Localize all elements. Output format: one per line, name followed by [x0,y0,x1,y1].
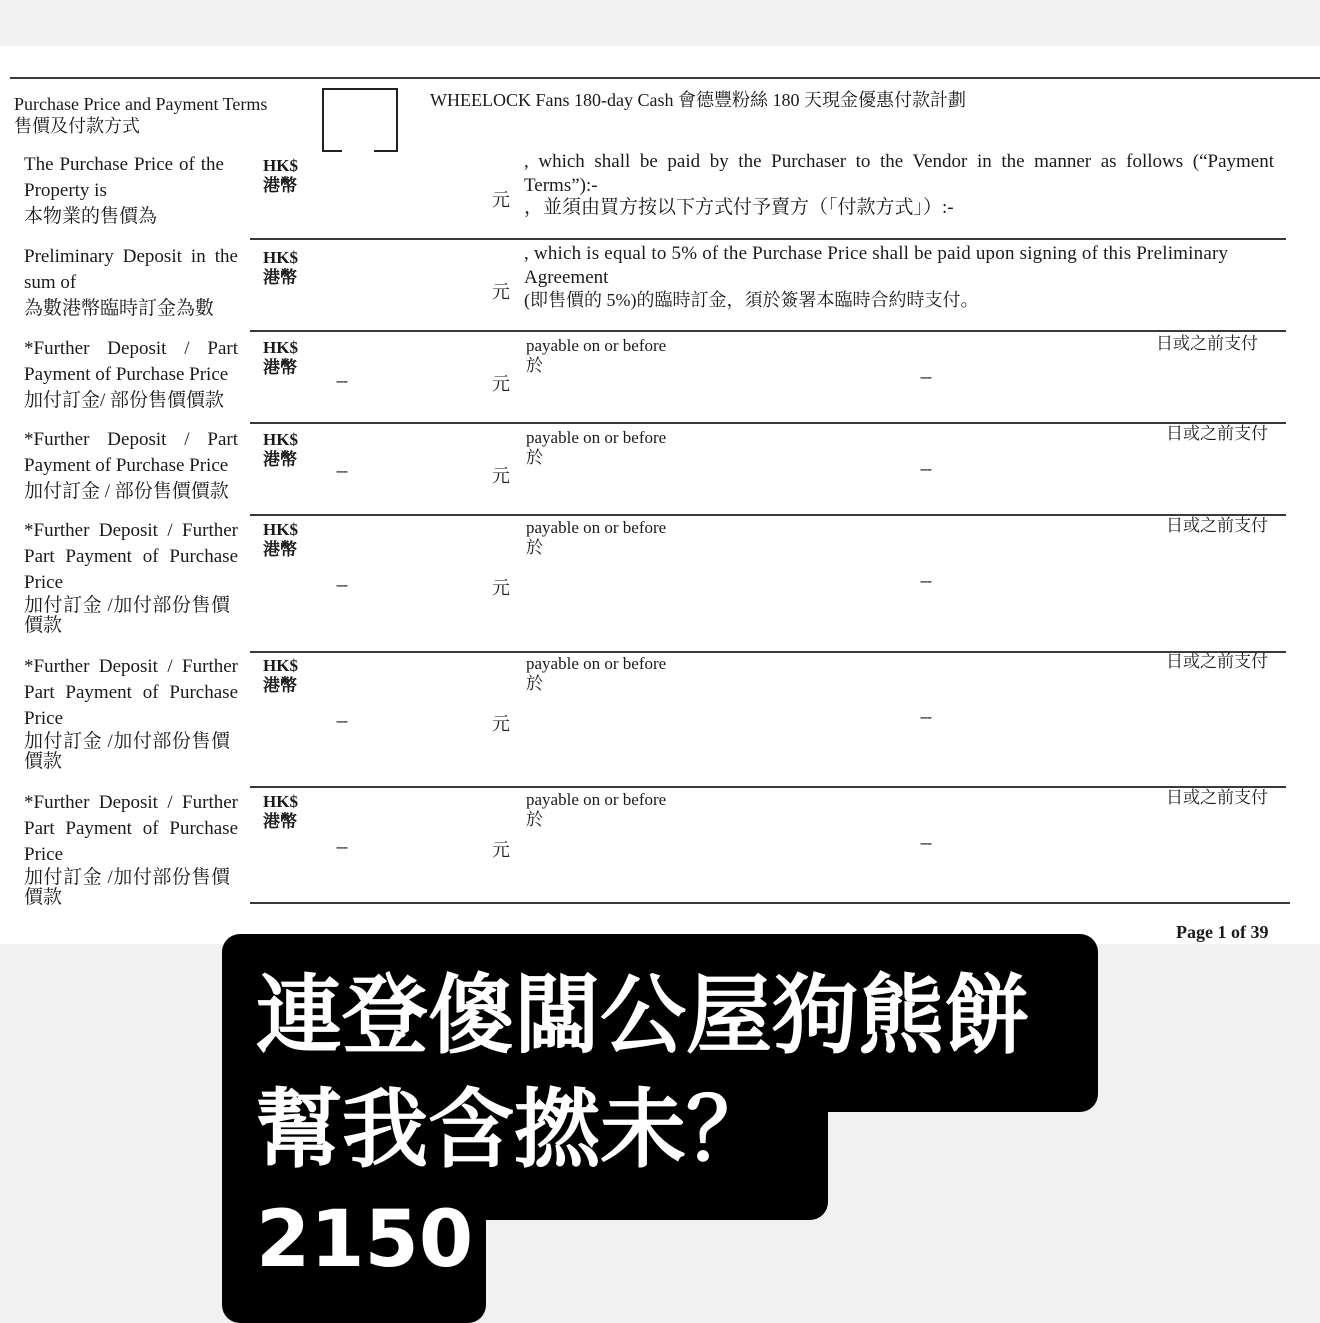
suffix-zh: 日或之前支付 [1166,516,1268,535]
further-label-en: *Further Deposit / Part Payment of Purchase Price [24,338,238,385]
checkbox-edge [322,150,342,152]
further-label [24,518,238,636]
currency-en: HK$ [263,338,298,357]
further-yuan: 元 [492,578,510,598]
payable-en: payable on or before [526,654,667,673]
amount-field[interactable]: --- [336,578,347,593]
date-field[interactable]: --- [920,370,931,385]
further-label-en: *Further Deposit / Further Part Payment of Purchase Price [24,656,238,729]
price-text-en [524,150,1274,198]
further-label [24,336,238,414]
deposit-label [24,244,238,322]
further-currency [263,338,298,378]
currency-zh: 港幣 [263,358,297,377]
further-label-en: *Further Deposit / Further Part Payment of Purchase Price [24,792,238,865]
price-label-en: The Purchase Price of the Property is [24,154,224,201]
date-field[interactable]: --- [920,710,931,725]
suffix-zh: 日或之前支付 [1166,652,1268,671]
caption-line-3: 2150 [256,1195,474,1285]
row-divider [250,514,1286,516]
deposit-text-en-2: Agreement [524,267,609,288]
checkbox-edge [374,150,396,152]
section-title-zh: 售價及付款方式 [14,116,140,136]
further-label [24,790,238,908]
currency-zh: 港幣 [263,676,297,695]
payable-zh: 於 [526,538,543,557]
caption-line-1: 連登傻闆公屋狗熊餅 [256,966,1030,1066]
further-label-zh: 加付訂金/ 部份售價價款 [24,390,225,411]
payable-en: payable on or before [526,428,667,447]
price-text-en-span: , which shall be paid by the Purchaser to the Vendor in the manner as follows (“Payment Terms”):- [524,151,1274,196]
plan-title: WHEELOCK Fans 180-day Cash 會德豐粉絲 180 天現金優惠付款計劃 [430,90,966,110]
currency-en: HK$ [263,430,298,449]
amount-field[interactable]: --- [336,840,347,855]
price-yuan: 元 [492,190,510,210]
further-label-zh: 加付訂金 / 部份售價價款 [24,481,229,502]
amount-field[interactable]: --- [336,464,347,479]
deposit-label-zh: 為數港幣臨時訂金為數 [24,298,215,319]
price-label [24,152,238,230]
currency-en: HK$ [263,248,298,267]
payable-en: payable on or before [526,336,667,355]
date-field[interactable]: --- [920,462,931,477]
deposit-label-en: Preliminary Deposit in the sum of [24,246,238,293]
further-yuan: 元 [492,466,510,486]
payable-zh: 於 [526,448,543,467]
payable-zh: 於 [526,674,543,693]
currency-zh: 港幣 [263,176,297,195]
row-divider [250,422,1286,424]
price-text-zh: ，並須由買方按以下方式付予賣方（「付款方式」）:- [524,197,954,218]
suffix-zh: 日或之前支付 [1166,424,1268,443]
date-field[interactable]: --- [920,574,931,589]
deposit-text-en-1: , which is equal to 5% of the Purchase Price shall be paid upon signing of this Preliminary [524,243,1229,264]
currency-zh: 港幣 [263,450,297,469]
price-currency [263,156,298,196]
checkbox[interactable] [322,88,398,152]
row-divider [250,330,1286,332]
suffix-zh: 日或之前支付 [1166,788,1268,807]
row-divider [250,786,1286,788]
further-label [24,427,238,505]
currency-en: HK$ [263,520,298,539]
payable-zh: 於 [526,356,543,375]
currency-zh: 港幣 [263,812,297,831]
further-currency [263,656,298,696]
further-label-en: *Further Deposit / Further Part Payment of Purchase Price [24,520,238,593]
row-divider [250,238,1286,240]
further-label-zh: 加付訂金 /加付部份售價價款 [24,731,230,772]
further-label-zh: 加付訂金 /加付部份售價價款 [24,867,230,908]
further-currency [263,520,298,560]
further-yuan: 元 [492,714,510,734]
bottom-rule [250,902,1290,904]
deposit-text-zh: (即售價的 5%)的臨時訂金，須於簽署本臨時合約時支付。 [524,290,979,310]
payable-en: payable on or before [526,790,667,809]
section-title-en: Purchase Price and Payment Terms [14,94,268,114]
currency-zh: 港幣 [263,540,297,559]
date-field[interactable]: --- [920,836,931,851]
further-label [24,654,238,772]
payable-en: payable on or before [526,518,667,537]
further-currency [263,430,298,470]
amount-field[interactable]: --- [336,374,347,389]
currency-en: HK$ [263,156,298,175]
suffix-zh: 日或之前支付 [1156,334,1258,353]
further-label-zh: 加付訂金 /加付部份售價價款 [24,595,230,636]
further-yuan: 元 [492,374,510,394]
caption-line-2: 幫我含撚未？ [256,1080,772,1180]
page-number: Page 1 of 39 [1176,922,1269,942]
currency-zh: 港幣 [263,268,297,287]
currency-en: HK$ [263,656,298,675]
deposit-yuan: 元 [492,282,510,302]
amount-field[interactable]: --- [336,714,347,729]
top-rule [10,77,1320,79]
row-divider [250,651,1286,653]
price-label-zh: 本物業的售價為 [24,206,158,227]
further-currency [263,792,298,832]
further-yuan: 元 [492,840,510,860]
deposit-currency [263,248,298,288]
currency-en: HK$ [263,792,298,811]
payable-zh: 於 [526,810,543,829]
further-label-en: *Further Deposit / Part Payment of Purchase Price [24,429,238,476]
